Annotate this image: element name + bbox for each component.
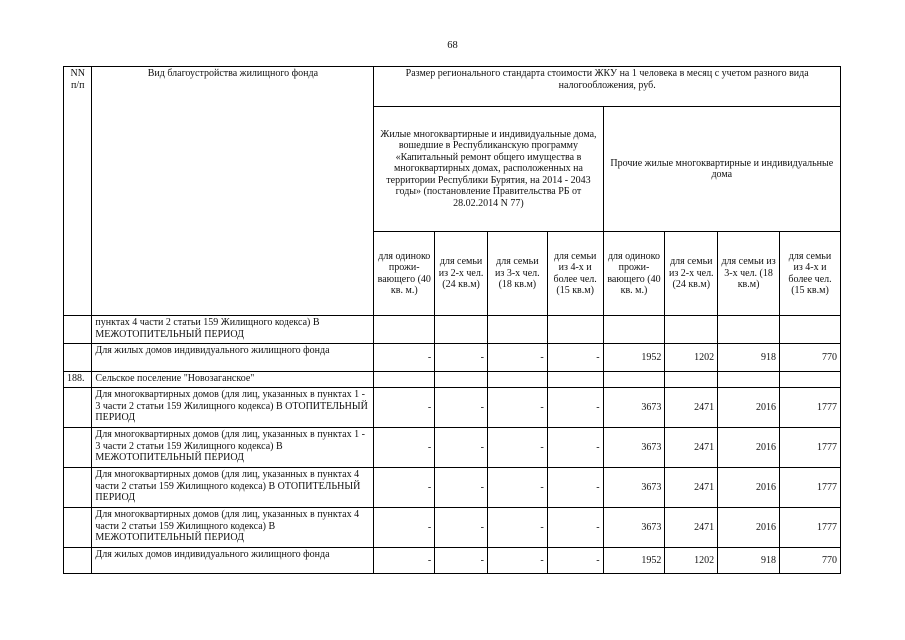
cell-b-4: 1777 [780, 428, 841, 468]
cell-a-1: - [374, 508, 435, 548]
table-row [64, 372, 841, 388]
page-number: 68 [447, 40, 458, 51]
cell-a-4 [547, 316, 603, 344]
subheader-b-1: для одиноко прожи-вающего (40 кв. м.) [603, 232, 665, 316]
row-label: Для жилых домов индивидуального жилищного фонда [92, 548, 374, 574]
cell-b-1 [603, 372, 665, 388]
table-row [64, 468, 841, 508]
cell-a-2: - [435, 548, 488, 574]
table-body [64, 316, 841, 574]
subheader-a-4: для семьи из 4-х и более чел. (15 кв.м) [547, 232, 603, 316]
cell-b-1: 3673 [603, 388, 665, 428]
cell-b-4: 770 [780, 548, 841, 574]
subheader-a-2: для семьи из 2-х чел. (24 кв.м) [435, 232, 488, 316]
cell-a-3 [487, 372, 547, 388]
cell-b-3: 2016 [718, 428, 780, 468]
cell-b-4: 770 [780, 344, 841, 372]
cell-b-1: 3673 [603, 468, 665, 508]
cell-b-2: 2471 [665, 388, 718, 428]
cell-b-2: 1202 [665, 548, 718, 574]
cell-b-3: 2016 [718, 468, 780, 508]
cell-b-2 [665, 372, 718, 388]
cell-a-4: - [547, 548, 603, 574]
cell-b-1: 1952 [603, 548, 665, 574]
subheader-a-3: для семьи из 3-х чел. (18 кв.м) [487, 232, 547, 316]
cell-b-1: 3673 [603, 508, 665, 548]
cell-a-4: - [547, 428, 603, 468]
header-group-a: Жилые многоквартирные и индивидуальные дома, вошедшие в Республиканскую программу «Капитальный ремонт общего имущества в многоквартирных домах, расположенных на территории Республики Бурятия, на 2014 - 2043 годы» (постановление Правительства РБ от 28.02.2014 N 77) [374, 107, 603, 232]
table-row [64, 508, 841, 548]
subheader-b-2: для семьи из 2-х чел. (24 кв.м) [665, 232, 718, 316]
row-label: Для жилых домов индивидуального жилищного фонда [92, 344, 374, 372]
cell-a-4: - [547, 388, 603, 428]
table-row [64, 548, 841, 574]
cell-b-1: 3673 [603, 428, 665, 468]
cell-a-3: - [487, 388, 547, 428]
cell-b-3: 918 [718, 548, 780, 574]
cell-b-2: 2471 [665, 468, 718, 508]
table-row [64, 428, 841, 468]
cell-b-4 [780, 316, 841, 344]
row-label: Сельское поселение "Новозаганское" [92, 372, 374, 388]
cell-a-2: - [435, 344, 488, 372]
subheader-a-1: для одиноко прожи-вающего (40 кв. м.) [374, 232, 435, 316]
row-label: Для многоквартирных домов (для лиц, указанных в пунктах 1 - 3 части 2 статьи 159 Жилищного кодекса) В ОТОПИТЕЛЬНЫЙ ПЕРИОД [92, 388, 374, 428]
table-row [64, 344, 841, 372]
cell-b-3: 2016 [718, 508, 780, 548]
cell-b-3: 2016 [718, 388, 780, 428]
cell-a-2: - [435, 428, 488, 468]
cell-a-4: - [547, 344, 603, 372]
cell-a-2: - [435, 388, 488, 428]
cell-a-2: - [435, 508, 488, 548]
subheader-b-4: для семьи из 4-х и более чел. (15 кв.м) [780, 232, 841, 316]
cell-a-3: - [487, 468, 547, 508]
row-num [64, 468, 92, 508]
cell-a-4 [547, 372, 603, 388]
cell-b-2: 2471 [665, 508, 718, 548]
cell-b-2: 2471 [665, 428, 718, 468]
cell-b-2: 1202 [665, 344, 718, 372]
table-row [64, 316, 841, 344]
cell-b-3: 918 [718, 344, 780, 372]
cell-a-1 [374, 316, 435, 344]
cell-a-1: - [374, 428, 435, 468]
cell-b-4: 1777 [780, 388, 841, 428]
header-group-b: Прочие жилые многоквартирные и индивидуальные дома [603, 107, 840, 232]
cell-a-1: - [374, 468, 435, 508]
cell-a-2 [435, 372, 488, 388]
row-num [64, 548, 92, 574]
cell-a-1 [374, 372, 435, 388]
header-size: Размер регионального стандарта стоимости ЖКУ на 1 человека в месяц с учетом разного вида налогообложения, руб. [374, 67, 841, 107]
cell-a-1: - [374, 344, 435, 372]
row-num: 188. [64, 372, 92, 388]
row-num [64, 316, 92, 344]
tariff-table [63, 66, 841, 574]
cell-b-3 [718, 316, 780, 344]
row-num [64, 428, 92, 468]
cell-b-4 [780, 372, 841, 388]
table-row [64, 388, 841, 428]
row-num [64, 344, 92, 372]
row-label: Для многоквартирных домов (для лиц, указанных в пунктах 1 - 3 части 2 статьи 159 Жилищного кодекса) В МЕЖОТОПИТЕЛЬНЫЙ ПЕРИОД [92, 428, 374, 468]
cell-a-1: - [374, 388, 435, 428]
cell-b-2 [665, 316, 718, 344]
cell-a-1: - [374, 548, 435, 574]
header-type: Вид благоустройства жилищного фонда [92, 67, 374, 316]
row-num [64, 508, 92, 548]
cell-a-3: - [487, 344, 547, 372]
cell-a-3: - [487, 508, 547, 548]
subheader-b-3: для семьи из 3-х чел. (18 кв.м) [718, 232, 780, 316]
cell-b-1: 1952 [603, 344, 665, 372]
cell-b-4: 1777 [780, 468, 841, 508]
cell-a-3: - [487, 428, 547, 468]
cell-a-3: - [487, 548, 547, 574]
cell-b-4: 1777 [780, 508, 841, 548]
row-num [64, 388, 92, 428]
cell-b-3 [718, 372, 780, 388]
cell-a-2: - [435, 468, 488, 508]
cell-a-3 [487, 316, 547, 344]
cell-a-4: - [547, 468, 603, 508]
row-label: Для многоквартирных домов (для лиц, указанных в пунктах 4 части 2 статьи 159 Жилищного кодекса) В МЕЖОТОПИТЕЛЬНЫЙ ПЕРИОД [92, 508, 374, 548]
cell-a-2 [435, 316, 488, 344]
header-num: NN п/п [64, 67, 92, 316]
cell-a-4: - [547, 508, 603, 548]
row-label: пунктах 4 части 2 статьи 159 Жилищного кодекса) В МЕЖОТОПИТЕЛЬНЫЙ ПЕРИОД [92, 316, 374, 344]
cell-b-1 [603, 316, 665, 344]
row-label: Для многоквартирных домов (для лиц, указанных в пунктах 4 части 2 статьи 159 Жилищного кодекса) В ОТОПИТЕЛЬНЫЙ ПЕРИОД [92, 468, 374, 508]
